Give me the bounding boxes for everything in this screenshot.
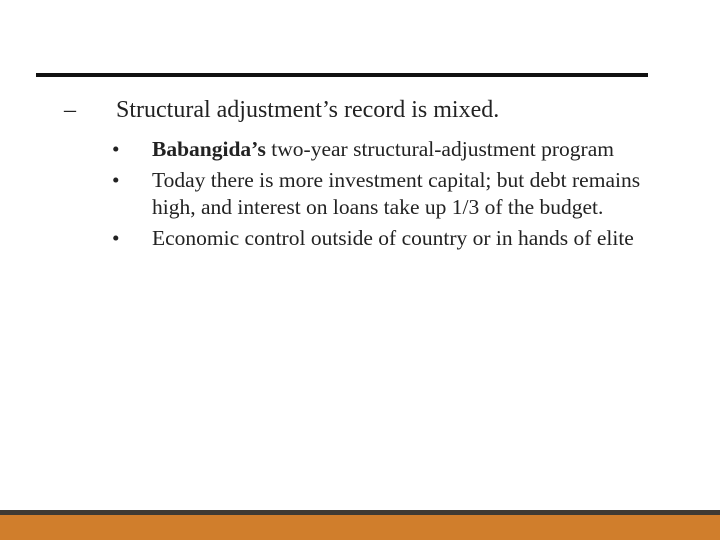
footer-accent-band (0, 515, 720, 540)
dash-marker: – (64, 97, 76, 123)
bullet-marker: • (112, 137, 120, 161)
title-divider-rule (36, 73, 648, 77)
bullet-item-babangida (112, 136, 672, 163)
bullet-body: Today there is more investment capital; but debt remains high, and interest on loans take up 1/3 of the budget. (152, 168, 641, 219)
bullet-list (112, 136, 672, 256)
bullet-item-economic-control (112, 225, 672, 252)
bullet-marker: • (112, 168, 120, 192)
bullet-marker: • (112, 226, 120, 250)
main-point-text: Structural adjustment’s record is mixed. (116, 97, 500, 123)
bullet-item-investment (112, 167, 672, 221)
bullet-text (152, 136, 667, 163)
bullet-body: two-year structural-adjustment program (265, 137, 614, 161)
bullet-body: Economic control outside of country or in hands of elite (152, 226, 634, 250)
bullet-bold-lead: Babangida’s (152, 137, 266, 161)
